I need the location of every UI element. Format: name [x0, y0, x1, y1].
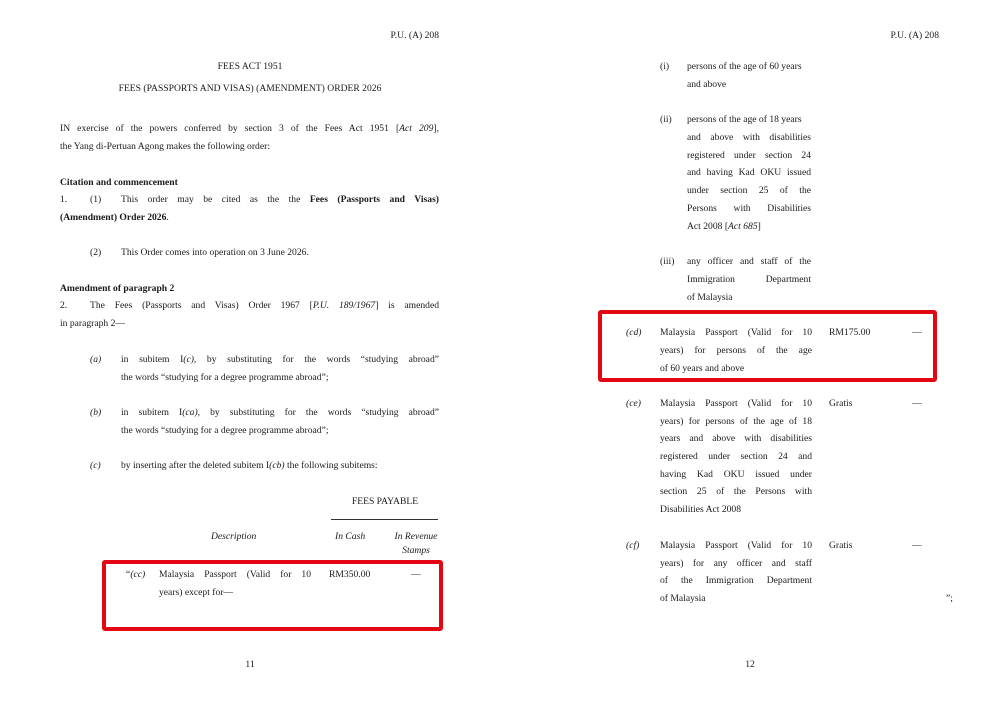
- item-b-label: (b): [90, 407, 102, 418]
- page-number: 12: [745, 659, 755, 670]
- act-title: FEES ACT 1951: [217, 61, 283, 72]
- preamble-line-2: the Yang di-Pertuan Agong makes the following order:: [60, 141, 270, 152]
- sub-item-i-label: (i): [660, 61, 670, 72]
- sub-item-i-line: and above: [687, 79, 727, 90]
- para-2-line-1: The Fees (Passports and Visas) Order 1967 [P.U. 189/1967] is amended: [90, 300, 439, 311]
- entry-ce-line: section 25 of the Persons with: [660, 486, 812, 497]
- entry-ce-label: (ce): [626, 398, 641, 409]
- para-1-line-2: (Amendment) Order 2026.: [60, 212, 169, 223]
- column-in-revenue: In Revenue: [394, 531, 438, 542]
- sub-item-ii-line: under section 25 of the: [687, 185, 811, 196]
- entry-ce-line: registered under section 24 and: [660, 451, 812, 462]
- item-b-line-2: the words “studying for a degree programme abroad”;: [121, 425, 329, 436]
- sub-item-ii-line: and having Kad OKU issued: [687, 167, 811, 178]
- item-c-label: (c): [90, 460, 101, 471]
- page-header: P.U. (A) 208: [390, 30, 439, 41]
- entry-cf-cash: Gratis: [829, 540, 853, 551]
- entry-ce-line: years) for persons of the age of 18: [660, 416, 812, 427]
- sub-item-ii-line: and above with disabilities: [687, 132, 811, 143]
- entry-ce-line: Malaysia Passport (Valid for 10: [660, 398, 812, 409]
- sub-item-iii-label: (iii): [660, 256, 675, 267]
- entry-cf-line: Malaysia Passport (Valid for 10: [660, 540, 812, 551]
- entry-ce-line: years and above with disabilities: [660, 433, 812, 444]
- fees-payable-rule: [331, 519, 438, 520]
- para-1-line-1: This order may be cited as the the Fees (Passports and Visas): [121, 194, 439, 205]
- sub-item-ii-line: persons of the age of 18 years: [687, 114, 802, 125]
- entry-cc-line-1: Malaysia Passport (Valid for 10: [159, 569, 311, 580]
- preamble-line-1: IN exercise of the powers conferred by section 3 of the Fees Act 1951 [Act 209],: [60, 123, 439, 134]
- amendment-heading: Amendment of paragraph 2: [60, 283, 175, 294]
- entry-ce-stamps: —: [912, 398, 922, 409]
- entry-cd-cash: RM175.00: [829, 327, 871, 338]
- item-a-label: (a): [90, 354, 102, 365]
- highlight-box-cd: [598, 310, 937, 382]
- para-1-2-text: This Order comes into operation on 3 June 2026.: [121, 247, 309, 258]
- sub-item-ii-line: registered under section 24: [687, 150, 811, 161]
- para-2-line-2: in paragraph 2—: [60, 318, 126, 329]
- entry-cf-line: years) for any officer and staff: [660, 558, 812, 569]
- entry-cc-stamps: —: [411, 569, 421, 580]
- entry-cf-stamps: —: [912, 540, 922, 551]
- sub-item-iii-line: Immigration Department: [687, 274, 811, 285]
- entry-cf-line: of the Immigration Department: [660, 575, 812, 586]
- entry-cc-line-2: years) except for—: [159, 587, 234, 598]
- entry-cd-line: of 60 years and above: [660, 363, 745, 374]
- item-b-line-1: in subitem I(ca), by substituting for the words “studying abroad”: [121, 407, 439, 418]
- entry-cc-cash: RM350.00: [329, 569, 371, 580]
- sub-item-iii-line: any officer and staff of the: [687, 256, 811, 267]
- para-1-sub-2: (2): [90, 247, 102, 258]
- citation-heading: Citation and commencement: [60, 177, 178, 188]
- sub-item-i-line: persons of the age of 60 years: [687, 61, 802, 72]
- entry-cd-label: (cd): [626, 327, 642, 338]
- entry-ce-line: Disabilities Act 2008: [660, 504, 742, 515]
- closing-quote: ”;: [946, 593, 953, 604]
- column-stamps: Stamps: [402, 545, 430, 556]
- entry-cd-line: years) for persons of the age: [660, 345, 812, 356]
- para-2-number: 2.: [60, 300, 68, 311]
- fees-payable-heading: FEES PAYABLE: [351, 496, 419, 507]
- entry-cf-label: (cf): [626, 540, 640, 551]
- order-title: FEES (PASSPORTS AND VISAS) (AMENDMENT) ORDER 2026: [118, 83, 382, 94]
- entry-cd-line: Malaysia Passport (Valid for 10: [660, 327, 812, 338]
- column-description: Description: [211, 531, 257, 542]
- sub-item-ii-line-last: Act 2008 [Act 685]: [687, 221, 761, 232]
- column-in-cash: In Cash: [335, 531, 366, 542]
- item-a-line-1: in subitem I(c), by substituting for the words “studying abroad”: [121, 354, 439, 365]
- entry-cf-line: of Malaysia: [660, 593, 706, 604]
- highlight-box-cc: [102, 560, 443, 631]
- para-1-sub-1: (1): [90, 194, 102, 205]
- sub-item-ii-label: (ii): [660, 114, 672, 125]
- sub-item-iii-line: of Malaysia: [687, 292, 733, 303]
- para-1-number: 1.: [60, 194, 68, 205]
- page-header: P.U. (A) 208: [890, 30, 939, 41]
- entry-cd-stamps: —: [912, 327, 922, 338]
- entry-cc-label: “(cc): [125, 569, 146, 580]
- entry-ce-cash: Gratis: [829, 398, 853, 409]
- item-c-line-1: by inserting after the deleted subitem I(cb) the following subitems:: [121, 460, 378, 471]
- entry-ce-line: having Kad OKU issued under: [660, 469, 812, 480]
- sub-item-ii-line: Persons with Disabilities: [687, 203, 811, 214]
- page-number: 11: [245, 659, 255, 670]
- item-a-line-2: the words “studying for a degree programme abroad”;: [121, 372, 329, 383]
- right-page: [500, 0, 1000, 707]
